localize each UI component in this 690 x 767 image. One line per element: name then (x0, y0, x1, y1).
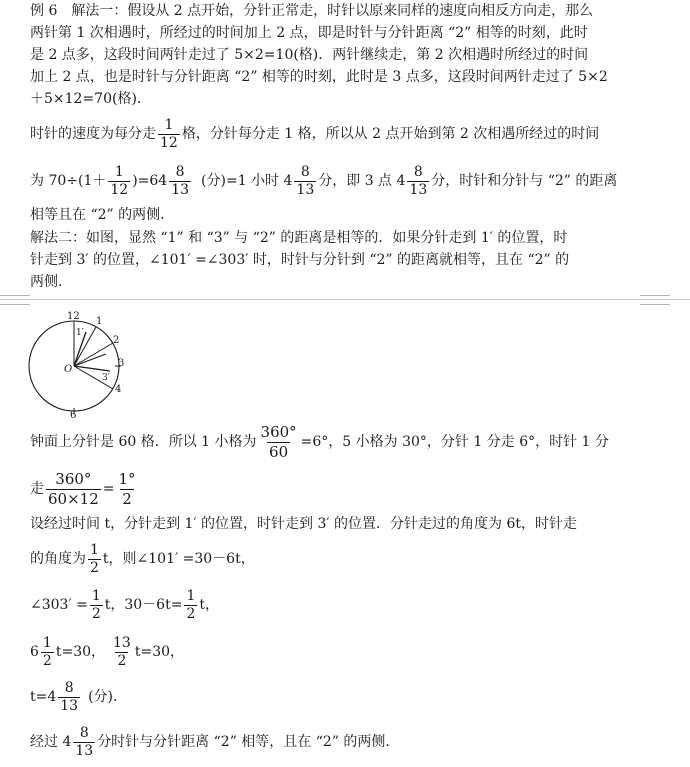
text: )=64 (132, 173, 168, 189)
sol1-line-5: ＋5×12=70(格)． (30, 91, 151, 107)
fraction (169, 164, 191, 199)
sol1-line-3: 是 2 点多，这段时间两针走过了 5×2=10(格)．两针继续走，第 2 次相遇时所经过的时间 (30, 47, 589, 63)
numerator: 8 (64, 679, 74, 696)
numerator: 360° (55, 469, 92, 488)
fraction (116, 470, 137, 509)
text: 时针的速度为每分走 (30, 126, 156, 142)
fraction (158, 117, 180, 152)
fraction (184, 588, 197, 623)
denominator: 13 (171, 181, 190, 198)
text: 的角度为 (30, 551, 86, 567)
page-break-marker-right (640, 295, 670, 305)
equation-line-1 (30, 583, 219, 627)
numerator: 1 (42, 634, 52, 651)
text: t=30， (134, 644, 185, 660)
text: 钟面上分针是 60 格．所以 1 小格为 (30, 434, 257, 450)
clock-diagram (22, 308, 134, 420)
text: t，则∠101′ =30－6t， (102, 551, 255, 567)
denominator: 12 (110, 181, 129, 198)
numerator: 1 (90, 541, 99, 558)
label-1: 1 (96, 316, 103, 327)
sol1-line-1: 例 6 解法一：假设从 2 点开始，分针正常走，时针以原来同样的速度向相反方向走，那么 (30, 3, 594, 19)
fraction (90, 588, 103, 623)
degree-line (30, 420, 609, 464)
numerator: 8 (300, 163, 310, 180)
label-2: 2 (113, 335, 120, 346)
text: 为 70÷(1＋ (30, 173, 107, 189)
denominator: 2 (42, 652, 52, 669)
text: 分，即 3 点 4 (318, 173, 406, 189)
final-line (30, 720, 399, 764)
numerator: 1 (186, 587, 196, 604)
fraction (108, 164, 130, 199)
text: 6 (30, 644, 39, 660)
denominator: 12 (160, 134, 178, 151)
label-6: 6 (70, 410, 77, 420)
denominator: 60×12 (48, 489, 99, 508)
denominator: 13 (75, 742, 94, 759)
calc-line-2: 相等且在 “2” 的两侧． (30, 207, 175, 223)
denominator: 13 (409, 181, 428, 198)
denominator: 2 (186, 605, 196, 622)
sol2-line-3: 两侧． (30, 274, 72, 290)
numerator: 13 (113, 634, 131, 651)
denominator: 2 (122, 489, 132, 508)
numerator: 1° (118, 469, 136, 488)
spoke-2 (74, 343, 113, 366)
text: t，30－6t= (104, 597, 183, 613)
hour-walk-line (30, 467, 140, 511)
text: (分)=1 小时 4 (201, 173, 293, 189)
fraction (259, 423, 299, 462)
text: 格，分针每分走 1 格，所以从 2 点开始到第 2 次相遇所经过的时间 (181, 126, 600, 142)
text: (分)． (88, 689, 128, 705)
denominator: 2 (117, 652, 127, 669)
denominator: 13 (60, 697, 79, 714)
label-3: 3 (118, 358, 125, 369)
text: 经过 4 (30, 734, 72, 750)
calc-line (30, 159, 617, 203)
label-3-prime: 3′ (102, 373, 110, 383)
label-4: 4 (115, 384, 122, 395)
sol2-line-2: 针走到 3′ 的位置，∠101′ =∠303′ 时，时针与分针到 “2” 的距离就相等，且在 “2” 的 (30, 252, 570, 268)
fraction (294, 164, 316, 199)
page-break-marker-left (0, 295, 30, 305)
fraction (407, 164, 429, 199)
numerator: 1 (91, 587, 101, 604)
numerator: 8 (79, 724, 89, 741)
numerator: 360° (260, 422, 297, 441)
hand-extra (74, 354, 106, 366)
label-o: O (64, 364, 73, 375)
label-12: 12 (67, 311, 80, 322)
fraction (41, 635, 54, 670)
text: t=4 (30, 689, 57, 705)
hour-hand (74, 366, 110, 371)
text: ∠303′ = (30, 597, 88, 613)
fraction (46, 470, 101, 509)
let-line: 设经过时间 t，分针走到 1′ 的位置，时针走到 3′ 的位置．分针走过的角度为 6t，时针走 (30, 516, 578, 532)
angle-line (30, 537, 255, 581)
denominator: 2 (90, 559, 99, 576)
fraction (58, 680, 80, 715)
text: 走 (30, 481, 44, 497)
sol1-line-4: 加上 2 点，也是时针与分针距离 “2” 相等的时刻，此时是 3 点多，这段时间两针走过了 5×2 (30, 69, 608, 85)
numerator: 8 (175, 163, 185, 180)
fraction (111, 635, 133, 670)
equation-line-3 (30, 675, 127, 719)
denominator: 2 (91, 605, 101, 622)
denominator: 60 (269, 442, 289, 461)
text: =6°，5 小格为 30°，分针 1 分走 6°，时针 1 分 (300, 434, 609, 450)
text: t=30， (55, 644, 106, 660)
fraction (88, 542, 101, 577)
speed-line (30, 112, 599, 156)
numerator: 1 (114, 163, 124, 180)
fraction (73, 725, 95, 760)
label-1-prime: 1′ (76, 328, 84, 338)
text: t， (199, 597, 220, 613)
denominator: 13 (296, 181, 315, 198)
equation-line-2 (30, 630, 184, 674)
sol2-line-1: 解法二：如图，显然 “1” 和 “3” 与 “2” 的距离是相等的．如果分针走到 1′ 的位置，时 (30, 230, 568, 246)
text: = (102, 481, 115, 497)
sol1-line-2: 两针第 1 次相遇时，所经过的时间加上 2 点，即是时针与分针距离 “2” 相等的时刻，此时 (30, 25, 588, 41)
page-break-line (0, 299, 690, 300)
text: 分，时针和分针与 “2” 的距离 (431, 173, 618, 189)
numerator: 1 (164, 116, 174, 133)
numerator: 8 (413, 163, 423, 180)
text: 分时针与分针距离 “2” 相等，且在 “2” 的两侧． (97, 734, 400, 750)
